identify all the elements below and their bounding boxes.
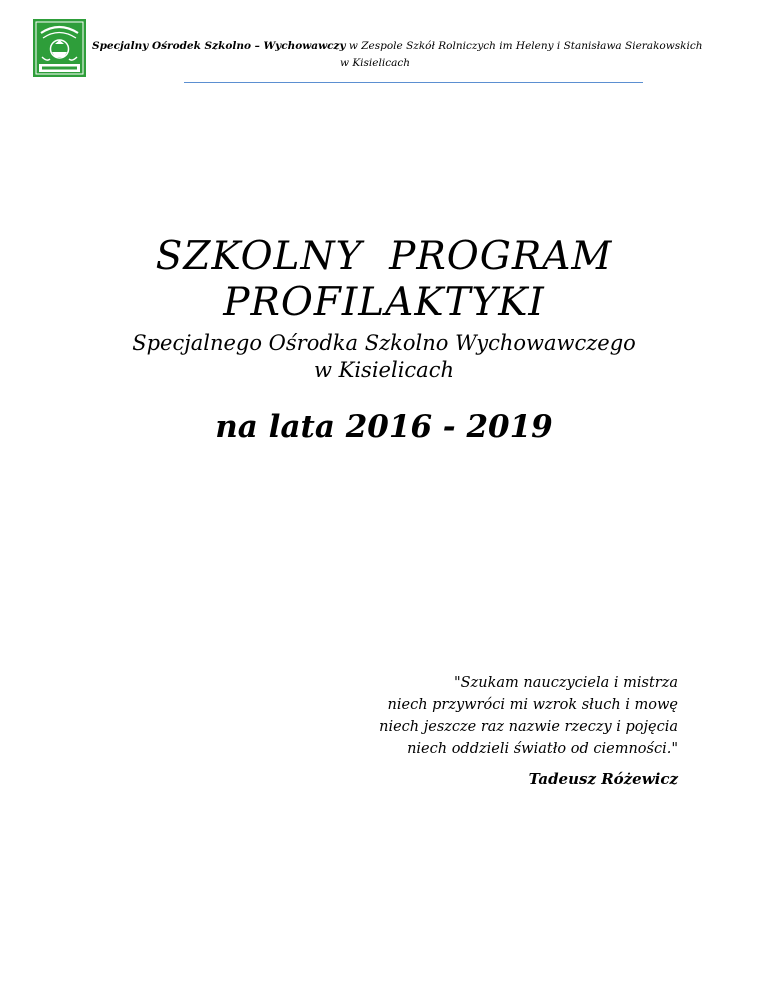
title-line-2: PROFILAKTYKI bbox=[223, 280, 545, 325]
header-institution-bold: Specjalny Ośrodek Szkolno – Wychowawczy bbox=[92, 40, 346, 52]
title-line-1: SZKOLNY PROGRAM bbox=[155, 234, 613, 279]
quote-line: "Szukam nauczyciela i mistrza bbox=[454, 675, 678, 691]
subtitle-line-1: Specjalnego Ośrodka Szkolno Wychowawczego bbox=[132, 331, 636, 355]
page-subtitle bbox=[0, 330, 768, 384]
quote-author: Tadeusz Różewicz bbox=[528, 770, 678, 788]
quote-line: niech oddzieli światło od ciemności." bbox=[407, 741, 678, 757]
header-location: w Kisielicach bbox=[340, 57, 410, 69]
quote-line: niech jeszcze raz nazwie rzeczy i pojęcia bbox=[379, 719, 678, 735]
page-title bbox=[0, 234, 768, 326]
school-crest-icon bbox=[33, 19, 86, 77]
quote-line: niech przywróci mi wzrok słuch i mowę bbox=[387, 697, 678, 713]
subtitle-line-2: w Kisielicach bbox=[314, 358, 454, 382]
header-institution-rest: w Zespole Szkół Rolniczych im Heleny i Stanisława Sierakowskich bbox=[345, 40, 703, 52]
school-logo bbox=[33, 19, 86, 77]
program-years: na lata 2016 - 2019 bbox=[215, 409, 553, 445]
header-divider bbox=[184, 82, 643, 83]
epigraph-quote bbox=[379, 672, 678, 760]
header-institution bbox=[92, 40, 703, 52]
